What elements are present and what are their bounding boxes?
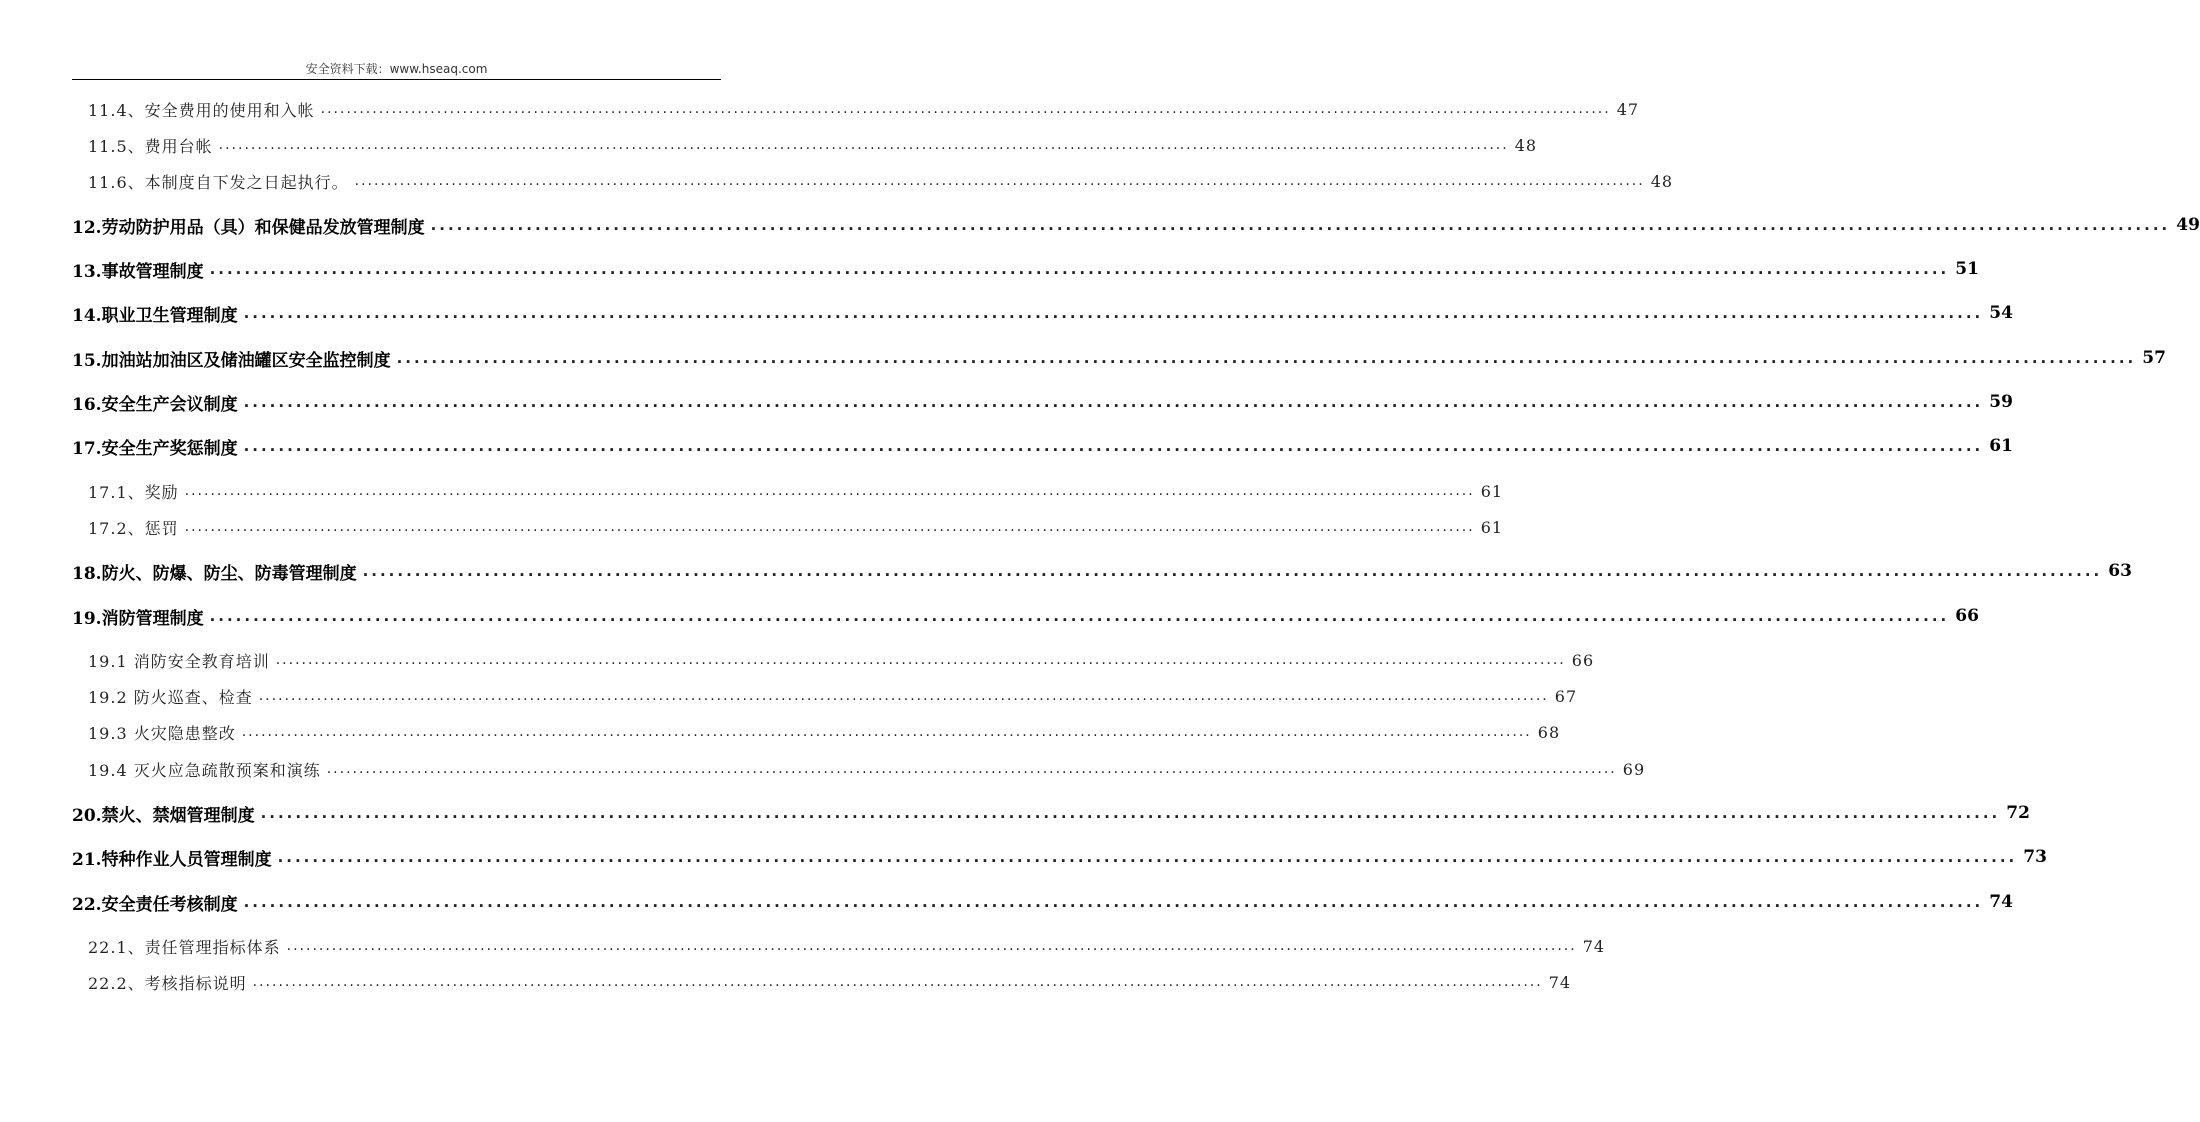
toc-page-number: 66 [1571,650,1595,670]
toc-entry-title: 11.5、费用台帐 [88,134,219,157]
toc-page-number: 57 [2142,348,2166,368]
toc-entry-title: 15.加油站加油区及储油罐区安全监控制度 [72,346,397,371]
toc-leader-dots: ........................................................................................................................................................................................................ [252,974,1543,990]
toc-leader-dots: ........................................................................................................................................................................................................ [320,101,1611,117]
toc-entry-title: 22.安全责任考核制度 [72,890,244,915]
toc-entry-title: 17.2、惩罚 [88,516,185,539]
toc-entry-title: 20.禁火、禁烟管理制度 [72,801,261,826]
toc-entry-title: 17.安全生产奖惩制度 [72,434,244,459]
toc-leader-dots: ........................................................................................................................................................................................................ [243,892,1984,911]
toc-page-number: 61 [1480,517,1504,537]
toc-leader-dots: ........................................................................................................................................................................................................ [362,561,2103,580]
toc-leader-dots: ........................................................................................................................................................................................................ [184,519,1475,535]
toc-entry-title: 19.4 灭火应急疏散预案和演练 [88,758,327,781]
toc-page-number: 66 [1955,606,1979,626]
toc-entry-chapter[interactable] [0,798,2030,828]
toc-entry-chapter[interactable] [0,387,2013,417]
toc-leader-dots: ........................................................................................................................................................................................................ [241,724,1532,740]
toc-entry-chapter[interactable] [0,343,2166,373]
toc-entry-section[interactable] [0,476,1504,506]
toc-entry-title: 19.3 火灾隐患整改 [88,721,242,744]
toc-leader-dots: ........................................................................................................................................................................................................ [277,847,2018,866]
toc-entry-title: 22.1、责任管理指标体系 [88,935,287,958]
toc-page-number: 49 [2176,215,2200,235]
toc-page-number: 74 [1582,936,1606,956]
toc-entry-title: 17.1、奖励 [88,480,185,503]
toc-leader-dots: ........................................................................................................................................................................................................ [243,436,1984,455]
toc-page-number: 61 [1989,436,2013,456]
toc-leader-dots: ........................................................................................................................................................................................................ [243,392,1984,411]
toc-entry-title: 11.6、本制度自下发之日起执行。 [88,170,355,193]
toc-page-number: 68 [1537,722,1561,742]
toc-page-number: 73 [2023,847,2047,867]
toc-page-number: 72 [2006,803,2030,823]
toc-page-number: 51 [1955,259,1979,279]
toc-entry-title: 21.特种作业人员管理制度 [72,845,278,870]
toc-page-number: 54 [1989,303,2013,323]
toc-entry-section[interactable] [0,717,1561,747]
toc-page-number: 67 [1554,686,1578,706]
toc-page-number: 63 [2108,561,2132,581]
toc-page-number: 48 [1514,135,1538,155]
header-text: 安全资料下载：www.hseaq.com [305,62,488,76]
toc-entry-chapter[interactable] [0,842,2047,872]
toc-entry-chapter[interactable] [0,298,2013,328]
toc-page-number: 74 [1548,972,1572,992]
toc-entry-section[interactable] [0,967,1572,997]
toc-leader-dots: ........................................................................................................................................................................................................ [184,483,1475,499]
toc-leader-dots: ........................................................................................................................................................................................................ [275,652,1566,668]
toc-entry-section[interactable] [0,130,1538,160]
toc-page-number: 59 [1989,392,2013,412]
toc-leader-dots: ........................................................................................................................................................................................................ [258,688,1549,704]
toc-entry-title: 12.劳动防护用品（具）和保健品发放管理制度 [72,213,431,238]
toc-entry-chapter[interactable] [0,210,2200,240]
toc-page-number: 48 [1650,171,1674,191]
toc-entry-section[interactable] [0,681,1578,711]
page-header [72,0,721,80]
toc-page-number: 47 [1616,99,1640,119]
toc-entry-title: 16.安全生产会议制度 [72,390,244,415]
toc-entry-chapter[interactable] [0,601,1979,631]
toc-leader-dots: ........................................................................................................................................................................................................ [260,803,2001,822]
toc-leader-dots: ........................................................................................................................................................................................................ [354,173,1645,189]
toc-entry-chapter[interactable] [0,431,2013,461]
toc-leader-dots: ........................................................................................................................................................................................................ [243,303,1984,322]
toc-entry-section[interactable] [0,166,1674,196]
toc-entry-title: 18.防火、防爆、防尘、防毒管理制度 [72,559,363,584]
toc-leader-dots: ........................................................................................................................................................................................................ [218,137,1509,153]
toc-entry-chapter[interactable] [0,254,1979,284]
toc-entry-title: 11.4、安全费用的使用和入帐 [88,98,321,121]
toc-entry-section[interactable] [0,931,1606,961]
toc-entry-chapter[interactable] [0,887,2013,917]
toc-entry-section[interactable] [0,645,1595,675]
toc-entry-title: 14.职业卫生管理制度 [72,301,244,326]
toc-leader-dots: ........................................................................................................................................................................................................ [209,259,1950,278]
toc-page-number: 74 [1989,892,2013,912]
toc-leader-dots: ........................................................................................................................................................................................................ [286,938,1577,954]
toc-leader-dots: ........................................................................................................................................................................................................ [209,606,1950,625]
toc-leader-dots: ........................................................................................................................................................................................................ [396,348,2137,367]
toc-page-number: 61 [1480,481,1504,501]
toc-page-number: 69 [1622,759,1646,779]
toc-entry-section[interactable] [0,512,1504,542]
toc-leader-dots: ........................................................................................................................................................................................................ [326,761,1617,777]
toc-entry-title: 19.2 防火巡查、检查 [88,685,259,708]
toc-entry-title: 19.消防管理制度 [72,604,210,629]
toc-entry-section[interactable] [0,754,1646,784]
toc-entry-title: 22.2、考核指标说明 [88,971,253,994]
toc-entry-chapter[interactable] [0,556,2132,586]
toc-entry-title: 13.事故管理制度 [72,257,210,282]
toc-leader-dots: ........................................................................................................................................................................................................ [430,215,2171,234]
toc-entry-section[interactable] [0,94,1640,124]
toc-entry-title: 19.1 消防安全教育培训 [88,649,276,672]
